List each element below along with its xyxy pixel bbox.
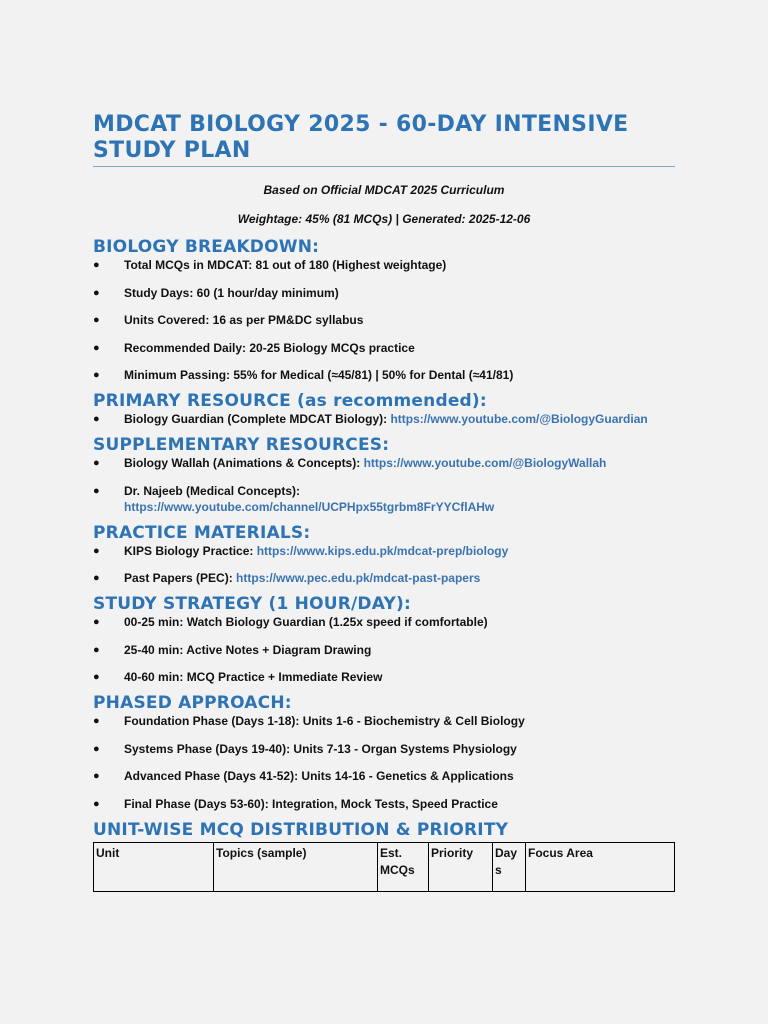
list-primary-resource: [93, 411, 675, 427]
column-header-unit: Unit: [94, 842, 214, 891]
heading-practice-materials: PRACTICE MATERIALS:: [93, 522, 311, 543]
heading-phased-approach: PHASED APPROACH:: [93, 693, 292, 713]
bullet-icon: ●: [93, 369, 100, 381]
column-header-focus-area: Focus Area: [526, 842, 675, 891]
unit-distribution-table: [93, 842, 675, 892]
column-header-est-mcqs: Est. MCQs: [378, 842, 429, 891]
list-item: ● Dr. Najeeb (Medical Concepts): https://www.youtube.com/channel/UCPHpx55tgrbm8FrYYCflAHw: [93, 483, 675, 515]
column-header-days: Day s: [493, 842, 526, 891]
list-item: ● Study Days: 60 (1 hour/day minimum): [93, 285, 339, 300]
document-page: [93, 112, 675, 892]
list-study-strategy: [93, 614, 675, 685]
bullet-icon: ●: [93, 413, 100, 425]
list-phased-approach: [93, 713, 675, 812]
list-item: ● Biology Wallah (Animations & Concepts): https://www.youtube.com/@BiologyWallah: [93, 456, 607, 470]
heading-biology-breakdown: BIOLOGY BREAKDOWN:: [93, 237, 320, 257]
bullet-icon: ●: [93, 484, 100, 497]
list-item: ● Biology Guardian (Complete MDCAT Biology): https://www.youtube.com/@BiologyGuardian: [93, 412, 648, 426]
bullet-icon: ●: [93, 314, 100, 326]
list-item: ● 00-25 min: Watch Biology Guardian (1.25x speed if comfortable): [93, 615, 488, 629]
list-item: ● Systems Phase (Days 19-40): Units 7-13 - Organ Systems Physiology: [93, 741, 517, 756]
bullet-icon: ●: [93, 742, 100, 755]
list-item: ● Units Covered: 16 as per PM&DC syllabus: [93, 313, 364, 327]
list-item: ● Final Phase (Days 53-60): Integration, Mock Tests, Speed Practice: [93, 796, 498, 811]
bullet-icon: ●: [93, 797, 100, 810]
list-item: ● 40-60 min: MCQ Practice + Immediate Review: [93, 670, 383, 684]
list-biology-breakdown: [93, 257, 675, 383]
column-header-topics: Topics (sample): [214, 842, 378, 891]
bullet-icon: ●: [93, 643, 100, 656]
bullet-icon: ●: [93, 259, 100, 271]
list-item: ● Total MCQs in MDCAT: 81 out of 180 (Highest weightage): [93, 258, 447, 272]
list-supplementary-resources: [93, 455, 675, 515]
list-item: ● Recommended Daily: 20-25 Biology MCQs practice: [93, 340, 415, 355]
list-item: ● KIPS Biology Practice: https://www.kips.edu.pk/mdcat-prep/biology: [93, 543, 509, 558]
link-biology-guardian[interactable]: https://www.youtube.com/@BiologyGuardian: [390, 412, 648, 426]
heading-unit-wise-distribution: UNIT-WISE MCQ DISTRIBUTION & PRIORITY: [93, 819, 509, 840]
list-practice-materials: [93, 543, 675, 587]
link-past-papers[interactable]: https://www.pec.edu.pk/mdcat-past-papers: [236, 571, 481, 585]
bullet-icon: ●: [93, 770, 100, 782]
link-biology-wallah[interactable]: https://www.youtube.com/@BiologyWallah: [363, 456, 607, 470]
document-title: MDCAT BIOLOGY 2025 - 60-DAY INTENSIVE STUDY PLAN: [93, 112, 675, 167]
heading-study-strategy: STUDY STRATEGY (1 HOUR/DAY):: [93, 594, 411, 614]
bullet-icon: ●: [93, 457, 100, 469]
list-item: ● 25-40 min: Active Notes + Diagram Drawing: [93, 642, 372, 657]
bullet-icon: ●: [93, 286, 100, 299]
heading-primary-resource: PRIMARY RESOURCE (as recommended):: [93, 391, 487, 411]
link-dr-najeeb[interactable]: https://www.youtube.com/channel/UCPHpx55tgrbm8FrYYCflAHw: [124, 499, 495, 514]
heading-supplementary-resources: SUPPLEMENTARY RESOURCES:: [93, 435, 390, 455]
list-item: ● Minimum Passing: 55% for Medical (≈45/81) | 50% for Dental (≈41/81): [93, 368, 514, 382]
list-item: ● Past Papers (PEC): https://www.pec.edu.pk/mdcat-past-papers: [93, 571, 481, 585]
subtitle-curriculum: Based on Official MDCAT 2025 Curriculum: [263, 183, 505, 197]
bullet-icon: ●: [93, 671, 100, 683]
link-kips-practice[interactable]: https://www.kips.edu.pk/mdcat-prep/biology: [256, 543, 509, 558]
bullet-icon: ●: [93, 616, 100, 628]
bullet-icon: ●: [93, 341, 100, 354]
list-item: ● Foundation Phase (Days 1-18): Units 1-6 - Biochemistry & Cell Biology: [93, 714, 525, 728]
list-item: ● Advanced Phase (Days 41-52): Units 14-16 - Genetics & Applications: [93, 769, 514, 783]
column-header-priority: Priority: [429, 842, 493, 891]
bullet-icon: ●: [93, 715, 100, 727]
bullet-icon: ●: [93, 544, 100, 557]
subtitle-weightage: Weightage: 45% (81 MCQs) | Generated: 2025-12-06: [237, 212, 531, 226]
table-header-row: [94, 842, 675, 891]
bullet-icon: ●: [93, 572, 100, 584]
